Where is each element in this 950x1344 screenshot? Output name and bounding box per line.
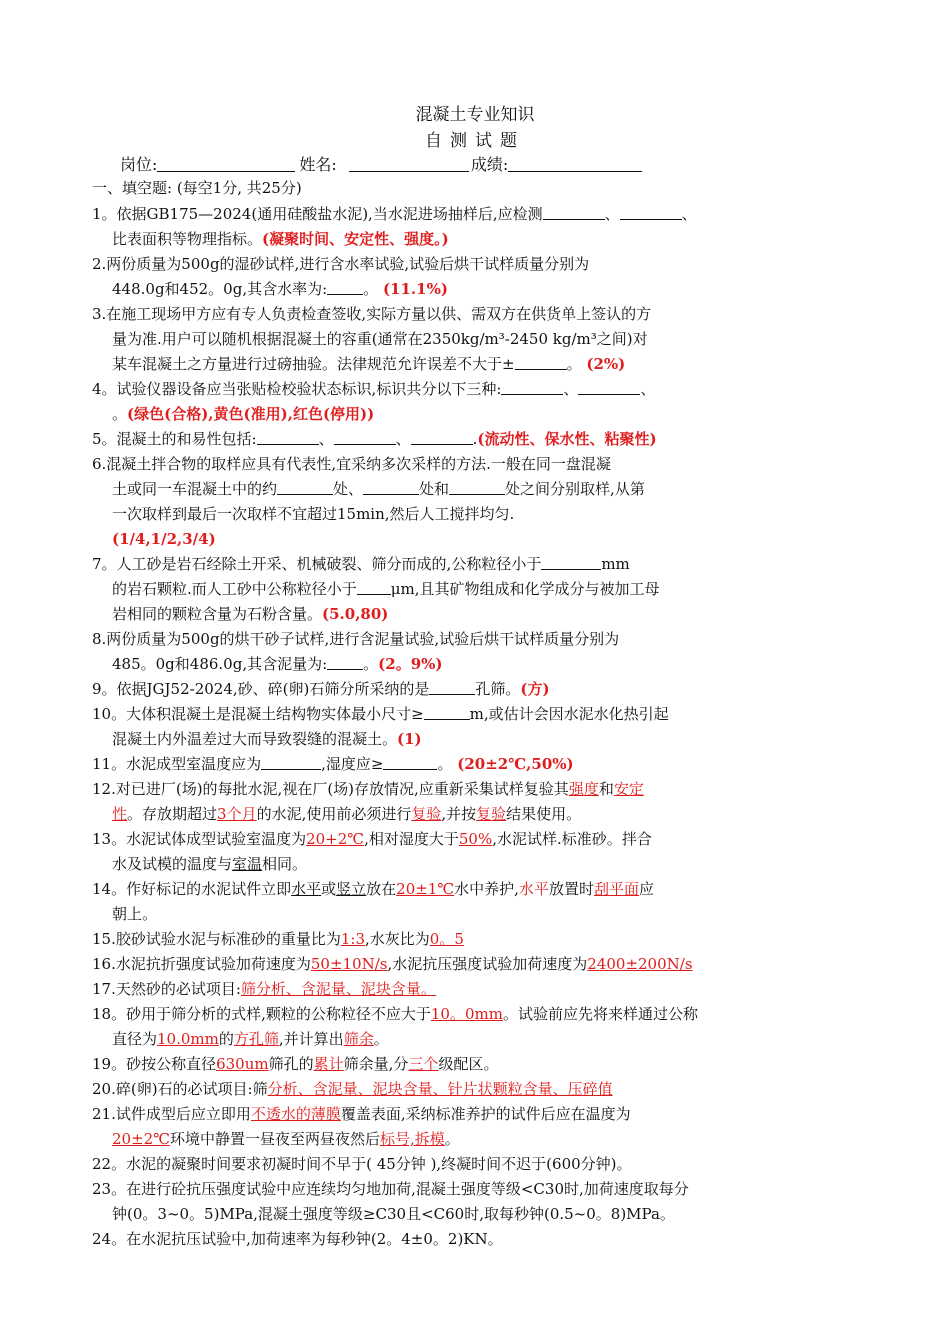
question-1: 1。依据GB175—2024(通用硅酸盐水泥),当水泥进场抽样后,应检测 、 、 比表面积等物理指标。(凝聚时间、安定性、强度。): [92, 205, 697, 248]
question-14: 14。作好标记的水泥试件立即水平或竖立放在20±1℃水中养护,水平放置时刮平面应 朝上。: [92, 880, 654, 923]
answer-text: (方): [520, 680, 550, 698]
score-label: 成绩:: [470, 155, 509, 174]
question-5: 5。混凝土的和易性包括: 、 、 .(流动性、保水性、粘聚性): [92, 430, 657, 448]
question-15: 15.胶砂试验水泥与标准砂的重量比为1:3,水灰比为0。5: [92, 930, 464, 948]
position-field: [157, 155, 295, 172]
answer-text: (凝聚时间、安定性、强度。): [262, 230, 449, 248]
answer-text: (2。9%): [378, 655, 443, 673]
document-title: 混凝土专业知识: [415, 105, 535, 125]
answer-text: (20±2℃,50%): [457, 755, 574, 773]
position-label: 岗位:: [120, 155, 158, 174]
answer-text: (5.0,80): [322, 605, 389, 623]
question-2: 2.两份质量为500g的湿砂试样,进行含水率试验,试验后烘干试样质量分别为 448.0g和452。0g,其含水率为: 。 (11.1%): [92, 255, 590, 298]
question-8: 8.两份质量为500g的烘干砂子试样,进行含泥量试验,试验后烘干试样质量分别为 485。0g和486.0g,其含泥量为: 。(2。9%): [92, 630, 620, 673]
document-subtitle: 自测试题: [425, 131, 525, 151]
section-heading: 一、填空题: (每空1分, 共25分): [92, 179, 302, 197]
question-9: 9。依据JGJ52-2024,砂、碎(卵)石筛分所采纳的是 孔筛。(方): [92, 680, 550, 698]
question-11: 11。水泥成型室温度应为 ,湿度应≥ 。 (20±2℃,50%): [92, 755, 574, 773]
score-field: [508, 155, 642, 172]
answer-text: (1): [397, 730, 422, 748]
question-10: 10。大体积混凝土是混凝土结构物实体最小尺寸≥ m,或估计会因水泥水化热引起 混凝土内外温差过大而导致裂缝的混凝土。(1): [92, 705, 669, 748]
question-13: 13。水泥试体成型试验室温度为20+2℃,相对湿度大于50%,水泥试样.标准砂。拌合 水及试模的温度与室温相同。: [92, 830, 652, 873]
question-17: 17.天然砂的必试项目:筛分析、含泥量、泥块含量。: [92, 980, 436, 998]
question-20: 20.碎(卵)石的必试项目:筛分析、含泥量、泥块含量、针片状颗粒含量、压碎值: [92, 1080, 613, 1098]
question-22: 22。水泥的凝聚时间要求初凝时间不早于( 45分钟 ),终凝时间不迟于(600分钟)。: [92, 1155, 632, 1173]
question-16: 16.水泥抗折强度试验加荷速度为50±10N/s,水泥抗压强度试验加荷速度为2400±200N/s: [92, 955, 693, 973]
question-21: 21.试件成型后应立即用不透水的薄膜覆盖表面,采纳标准养护的试件后应在温度为 20±2℃环境中静置一昼夜至两昼夜然后标号,拆模。: [92, 1105, 631, 1148]
name-label: 姓名:: [299, 155, 337, 174]
question-23: 23。在进行砼抗压强度试验中应连续均匀地加荷,混凝土强度等级<C30时,加荷速度取每分 钟(0。3~0。5)MPa,混凝土强度等级≥C30且<C60时,取每秒钟(0.5~0。8)MPa。: [92, 1180, 689, 1223]
question-18: 18。砂用于筛分析的式样,颗粒的公称粒径不应大于10。0mm。试验前应先将来样通过公称 直径为10.0mm的方孔筛,并计算出筛余。: [92, 1005, 698, 1048]
question-19: 19。砂按公称直径630um筛孔的累计筛余量,分三个级配区。: [92, 1055, 499, 1073]
question-3: 3.在施工现场甲方应有专人负责检查签收,实际方量以供、需双方在供货单上签认的方 量为准.用户可以随机根据混凝土的容重(通常在2350kg/m³-2450 kg/m³之间)对 某车混凝土之方量进行过磅抽验。法律规范允许误差不大于± 。 (2%): [92, 305, 652, 373]
answer-text: (绿色(合格),黄色(准用),红色(停用)): [127, 405, 375, 423]
question-4: 4。试验仪器设备应当张贴检校验状态标识,标识共分以下三种: 、 、 。(绿色(合格),黄色(准用),红色(停用)): [92, 380, 656, 423]
answer-text: (流动性、保水性、粘聚性): [477, 430, 657, 448]
answer-text: (1/4,1/2,3/4): [112, 530, 216, 548]
name-field: [349, 155, 469, 172]
answer-text: (11.1%): [382, 280, 448, 298]
question-6: 6.混凝土拌合物的取样应具有代表性,宜采纳多次采样的方法.一般在同一盘混凝 土或同一车混凝土中的约 处、 处和 处之间分别取样,从第 一次取样到最后一次取样不宜超过15min,然后人工搅拌均匀. (1/4,1/2,3/4): [92, 455, 645, 548]
question-24: 24。在水泥抗压试验中,加荷速率为每秒钟(2。4±0。2)KN。: [92, 1230, 503, 1248]
question-12: 12.对已进厂(场)的每批水泥,视在厂(场)存放情况,应重新采集试样复验其强度和安定 性。存放期超过3个月的水泥,使用前必须进行复验,并按复验结果使用。: [92, 780, 644, 823]
info-header: [120, 152, 642, 175]
question-7: 7。人工砂是岩石经除土开采、机械破裂、筛分而成的,公称粒径小于 mm 的岩石颗粒.而人工砂中公称粒径小于 μm,且其矿物组成和化学成分与被加工母 岩相同的颗粒含量为石粉含量。(5.0,80): [92, 555, 660, 623]
answer-text: (2%): [586, 355, 626, 373]
